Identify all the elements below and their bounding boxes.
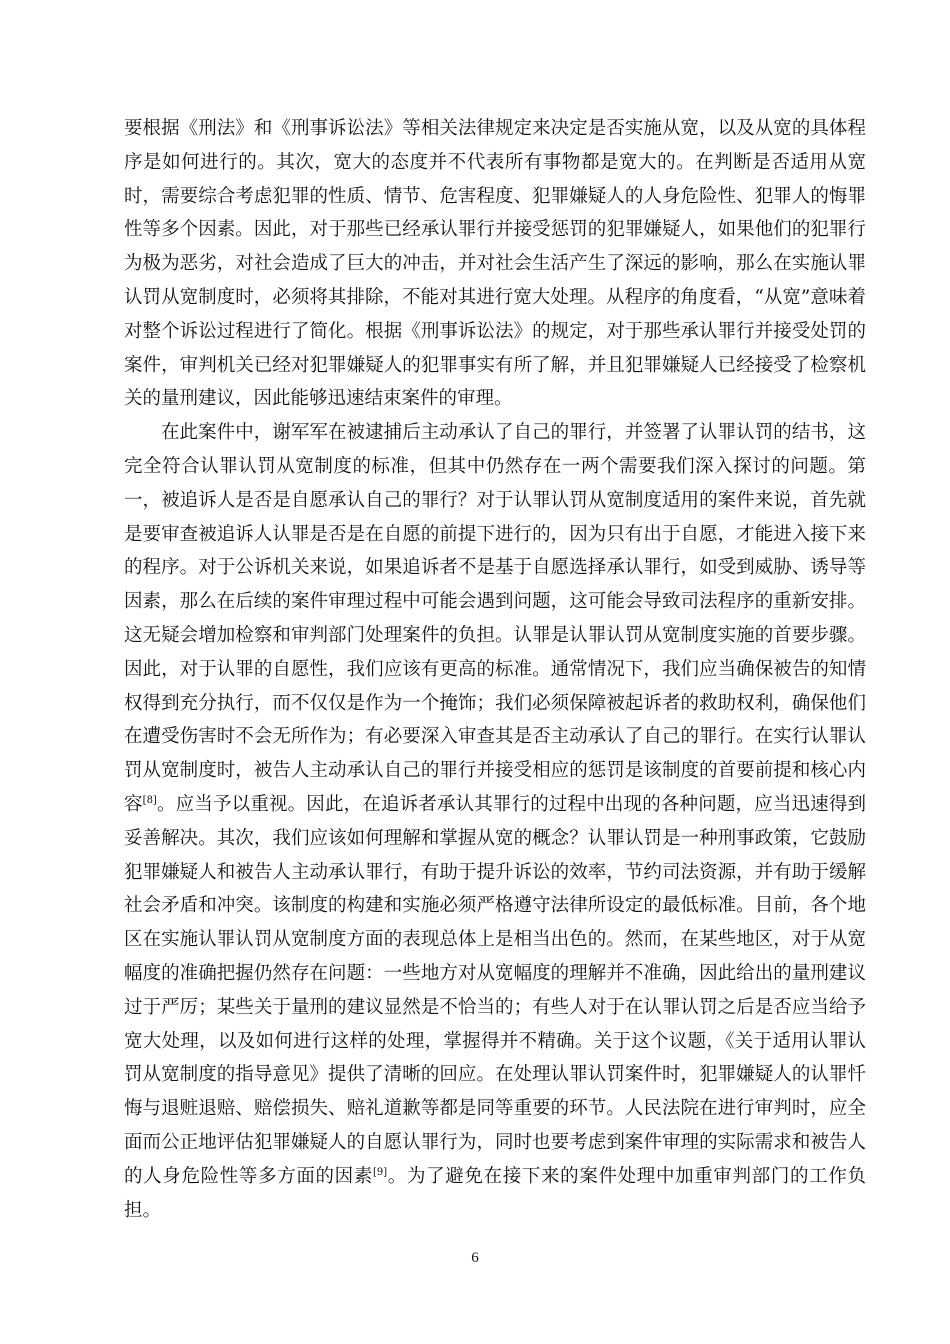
paragraph (124, 416, 866, 1227)
paragraph-text: 。为了避免在接下来的案件处理中加重审判部门的工作负担。 (124, 1165, 866, 1221)
paragraph: 要根据《刑法》和《刑事诉讼法》等相关法律规定来决定是否实施从宽，以及从宽的具体程序是如何进行的。其次，宽大的态度并不代表所有事物都是宽大的。在判断是否适用从宽时，需要综合考虑犯罪的性质、情节、危害程度、犯罪嫌疑人的人身危险性、犯罪人的悔罪性等多个因素。因此，对于那些已经承认罪行并接受惩罚的犯罪嫌疑人，如果他们的犯罪行为极为恶劣，对社会造成了巨大的冲击，并对社会生活产生了深远的影响，那么在实施认罪认罚从宽制度时，必须将其排除，不能对其进行宽大处理。从程序的角度看，“从宽”意味着对整个诉讼过程进行了简化。根据《刑事诉讼法》的规定，对于那些承认罪行并接受处罚的案件，审判机关已经对犯罪嫌疑人的犯罪事实有所了解，并且犯罪嫌疑人已经接受了检察机关的量刑建议，因此能够迅速结束案件的审理。 (124, 118, 866, 410)
citation-ref: [9] (372, 1166, 388, 1178)
body-text (124, 112, 866, 1227)
citation-ref: [8] (142, 794, 157, 806)
paragraph-text: 。应当予以重视。因此，在追诉者承认其罪行的过程中出现的各种问题，应当迅速得到妥善解决。其次，我们应该如何理解和掌握从宽的概念？认罪认罚是一种刑事政策，它鼓励犯罪嫌疑人和被告人主动承认罪行，有助于提升诉讼的效率，节约司法资源，并有助于缓解社会矛盾和冲突。该制度的构建和实施必须严格遵守法律所设定的最低标准。目前，各个地区在实施认罪认罚从宽制度方面的表现总体上是相当出色的。然而，在某些地区，对于从宽幅度的准确把握仍然存在问题：一些地方对从宽幅度的理解并不准确，因此给出的量刑建议过于严厉；某些关于量刑的建议显然是不恰当的；有些人对于在认罪认罚之后是否应当给予宽大处理，以及如何进行这样的处理，掌握得并不精确。关于这个议题，《关于适用认罪认罚从宽制度的指导意见》提供了清晰的回应。在处理认罪认罚案件时，犯罪嫌疑人的认罪忏悔与退赃退赔、赔偿损失、赔礼道歉等都是同等重要的环节。人民法院在进行审判时，应全面而公正地评估犯罪嫌疑人的自愿认罪行为，同时也要考虑到案件审理的实际需求和被告人的人身危险性等多方面的因素 (124, 793, 866, 1187)
page-number: 6 (471, 1250, 479, 1266)
paragraph-text: 在此案件中，谢军军在被逮捕后主动承认了自己的罪行，并签署了认罪认罚的结书，这完全符合认罪认罚从宽制度的标准，但其中仍然存在一两个需要我们深入探讨的问题。第一，被追诉人是否是自愿承认自己的罪行？对于认罪认罚从宽制度适用的案件来说，首先就是要审查被追诉人认罪是否是在自愿的前提下进行的，因为只有出于自愿，才能进入接下来的程序。对于公诉机关来说，如果追诉者不是基于自愿选择承认罪行，如受到威胁、诱导等因素，那么在后续的案件审理过程中可能会遇到问题，这可能会导致司法程序的重新安排。这无疑会增加检察和审判部门处理案件的负担。认罪是认罪认罚从宽制度实施的首要步骤。因此，对于认罪的自愿性，我们应该有更高的标准。通常情况下，我们应当确保被告的知情权得到充分执行，而不仅仅是作为一个掩饰；我们必须保障被起诉者的救助权利，确保他们在遭受伤害时不会无所作为；有必要深入审查其是否主动承认了自己的罪行。在实行认罪认罚从宽制度时，被告人主动承认自己的罪行并接受相应的惩罚是该制度的首要前提和核心内容 (124, 422, 866, 815)
